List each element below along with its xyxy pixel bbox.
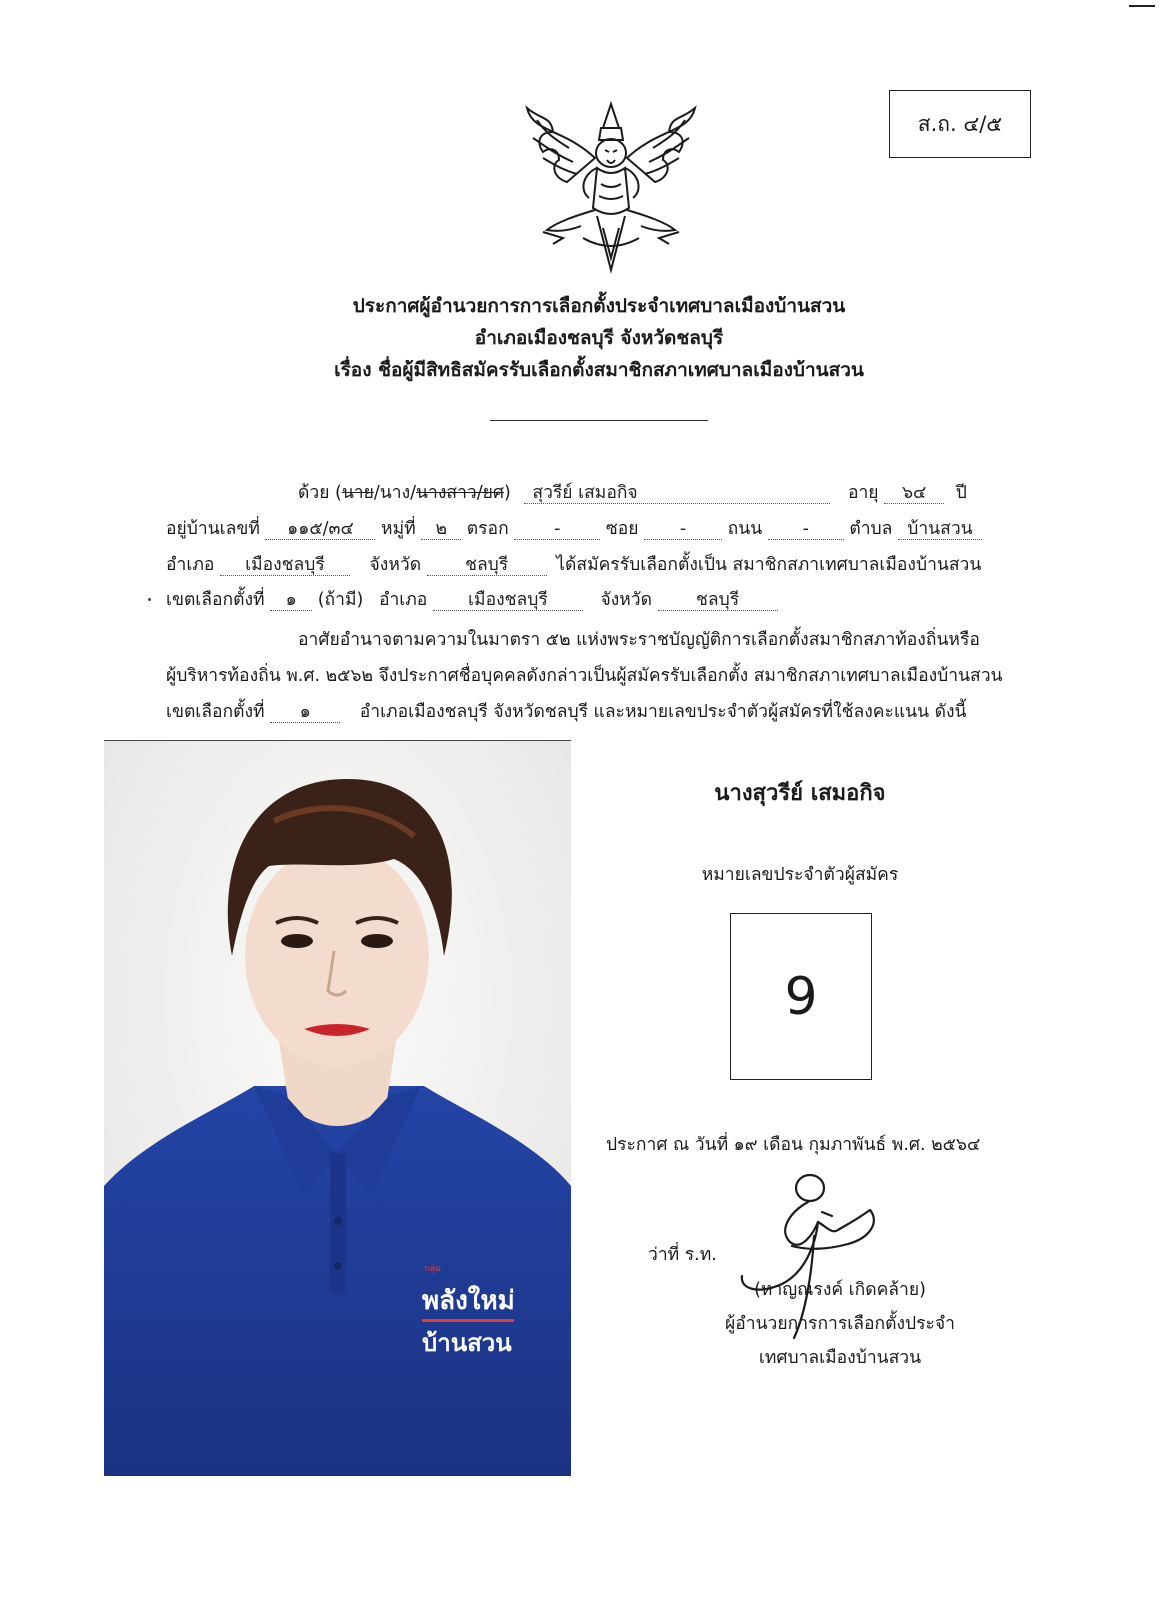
body-district-label: เขตเลือกตั้งที่: [166, 702, 265, 722]
body-line-3: [166, 697, 967, 725]
slash: /: [373, 483, 380, 503]
margin-dot: [148, 598, 151, 601]
trok-label: ตรอก: [466, 519, 509, 539]
moo-label: หมู่ที่: [381, 519, 416, 539]
title-mrs: นาง: [379, 483, 411, 503]
body-line-1: อาศัยอำนาจตามความในมาตรา ๕๒ แห่งพระราชบัญญัติการเลือกตั้งสมาชิกสภาท้องถิ่นหรือ: [298, 630, 980, 650]
candidate-number-box: [730, 913, 872, 1080]
road-field: -: [768, 519, 844, 540]
shirt-logo-small: กลุ่ม: [424, 1263, 441, 1273]
candidate-photo: [104, 740, 571, 1476]
body-district-field: ๑: [270, 702, 340, 723]
trok-field: -: [514, 519, 600, 540]
slash: /: [410, 483, 417, 503]
signer-title-line-2: เทศบาลเมืองบ้านสวน: [758, 1348, 922, 1368]
road-label: ถนน: [727, 519, 763, 539]
body-line-2: ผู้บริหารท้องถิ่น พ.ศ. ๒๕๖๒ จึงประกาศชื่อบุคคลดังกล่าวเป็นผู้สมัครรับเลือกตั้ง สมาชิกสภาเทศบาลเมืองบ้านสวน: [166, 666, 1003, 686]
garuda-emblem-icon: [523, 98, 699, 276]
shirt-logo-line-2: บ้านสวน: [422, 1329, 512, 1357]
tambon-label: ตำบล: [849, 519, 893, 539]
form-code-box: [889, 90, 1031, 158]
header-divider: [490, 420, 708, 421]
shirt-logo-line-1: พลังใหม่: [422, 1286, 515, 1316]
district-label: เขตเลือกตั้งที่: [166, 590, 265, 610]
soi-field: -: [644, 519, 722, 540]
house-field: ๑๑๕/๓๔: [265, 519, 375, 540]
announcement-date: ประกาศ ณ วันที่ ๑๙ เดือน กุมภาพันธ์ พ.ศ. ๒๕๖๔: [606, 1135, 981, 1155]
house-label: อยู่บ้านเลขที่: [166, 519, 260, 539]
by-label: ด้วย (: [298, 483, 342, 503]
district-field: ๑: [270, 590, 312, 611]
header-line-3: เรื่อง ชื่อผู้มีสิทธิสมัครรับเลือกตั้งสมาชิกสภาเทศบาลเมืองบ้านสวน: [334, 359, 864, 381]
moo-field: ๒: [421, 519, 461, 540]
soi-label: ซอย: [605, 519, 639, 539]
signer-title-line-1: ผู้อำนวยการการเลือกตั้งประจำ: [725, 1314, 955, 1334]
corner-mark: [1129, 5, 1155, 7]
form-code: ส.ถ. ๔/๕: [917, 111, 1003, 136]
body-line-3-rest: อำเภอเมืองชลบุรี จังหวัดชลบุรี และหมายเลขประจำตัวผู้สมัครที่ใช้ลงคะแนน ดังนี้: [359, 702, 967, 722]
form-line-3: [166, 550, 981, 578]
province2-label: จังหวัด: [600, 590, 652, 610]
amphoe2-label: อำเภอ: [378, 590, 428, 610]
title-miss-struck: นางสาว/ยศ: [416, 483, 504, 503]
form-line-1: [298, 478, 967, 506]
form-line-2: [166, 514, 982, 542]
name-field: สุวรีย์ เสมอกิจ: [524, 483, 830, 504]
header-line-1: ประกาศผู้อำนวยการการเลือกตั้งประจำเทศบาลเมืองบ้านสวน: [352, 295, 846, 317]
form-line-4: [166, 585, 778, 613]
applied-text: ได้สมัครรับเลือกตั้งเป็น สมาชิกสภาเทศบาลเมืองบ้านสวน: [556, 555, 982, 575]
amphoe-field: เมืองชลบุรี: [220, 555, 350, 576]
age-label: อายุ: [847, 483, 879, 503]
amphoe2-field: เมืองชลบุรี: [433, 590, 583, 611]
province2-field: ชลบุรี: [658, 590, 778, 611]
title-mr-struck: นาย: [341, 483, 374, 503]
close-paren: ): [503, 483, 511, 503]
header-line-2: อำเภอเมืองชลบุรี จังหวัดชลบุรี: [474, 327, 724, 349]
candidate-name: นางสุวรีย์ เสมอกิจ: [714, 781, 886, 806]
signer-acting-rank: ว่าที่ ร.ท.: [648, 1245, 717, 1265]
if-any: (ถ้ามี): [317, 590, 364, 610]
candidate-number-label: หมายเลขประจำตัวผู้สมัคร: [701, 865, 899, 885]
candidate-number: 9: [784, 966, 818, 1027]
province-field: ชลบุรี: [427, 555, 547, 576]
announcement-header: [0, 290, 1163, 386]
tambon-field: บ้านสวน: [898, 519, 982, 540]
age-unit: ปี: [955, 483, 967, 503]
province-label: จังหวัด: [369, 555, 422, 575]
age-field: ๖๔: [884, 483, 944, 504]
signer-name: (หาญณรงค์ เกิดคล้าย): [754, 1280, 926, 1300]
amphoe-label: อำเภอ: [166, 555, 215, 575]
